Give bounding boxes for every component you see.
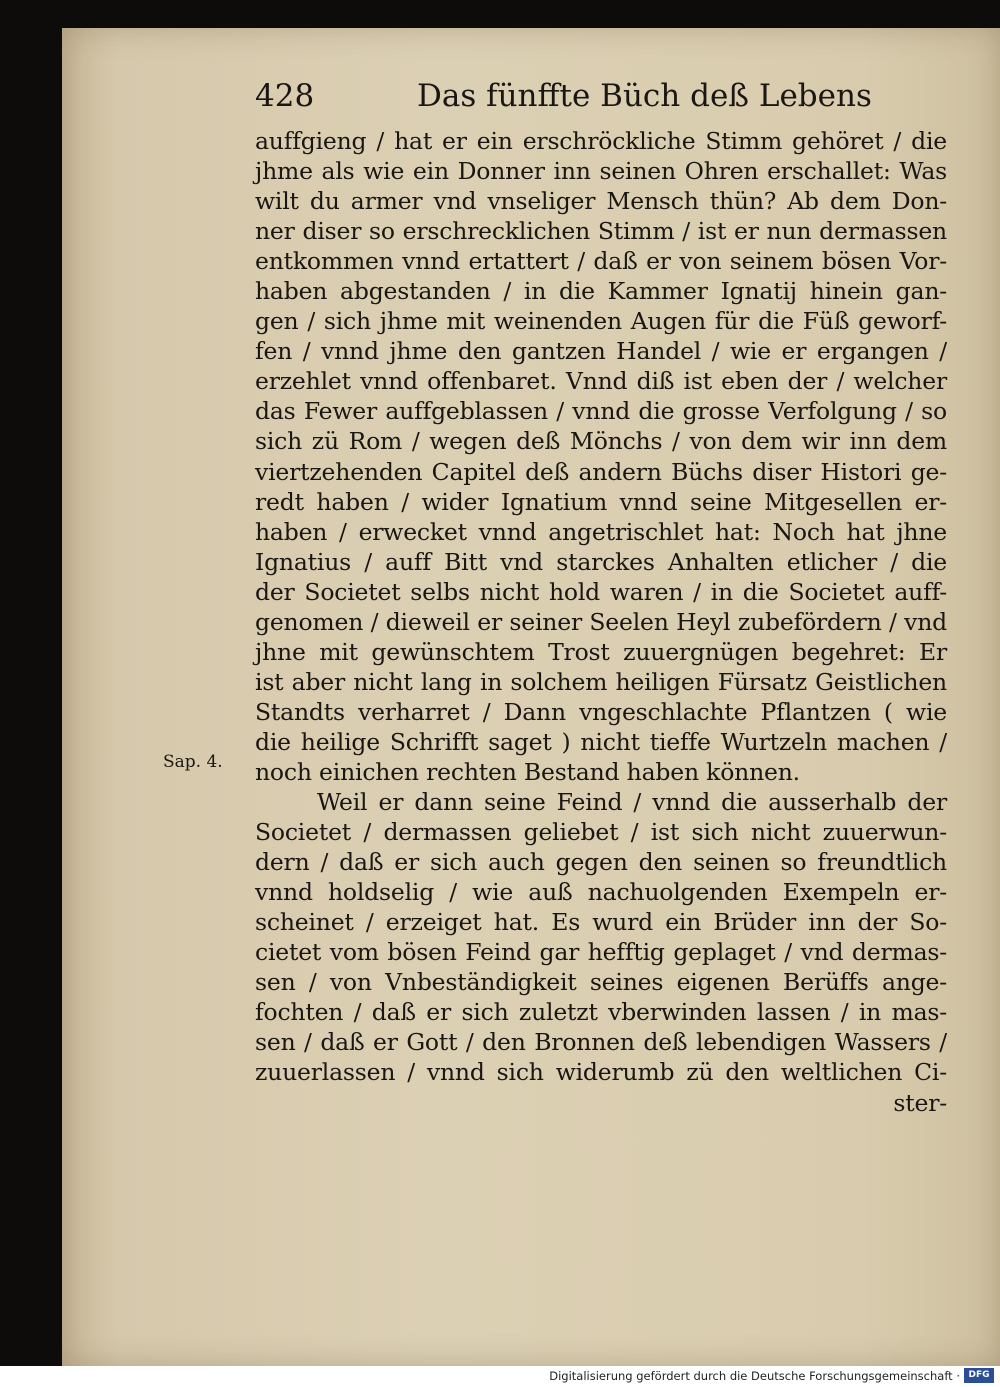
text-line: der Societet selbs nicht hold waren / in die Societet auff-	[255, 577, 947, 606]
text-line: cietet vom bösen Feind gar hefftig geplaget / vnd dermas-	[255, 938, 947, 967]
text-line: haben abgestanden / in die Kammer Ignatij hinein gan-	[255, 277, 947, 306]
dfg-logo-icon: DFG	[964, 1368, 994, 1383]
text-line: zuuerlassen / vnnd sich widerumb zü den weltlichen Ci-	[255, 1058, 947, 1087]
text-line: dern / daß er sich auch gegen den seinen so freundtlich	[255, 848, 947, 877]
body-text	[255, 126, 947, 1118]
page-number: 428	[255, 78, 315, 114]
text-line: entkommen vnnd ertattert / daß er von seinem bösen Vor-	[255, 247, 947, 276]
text-line: erzehlet vnnd offenbaret. Vnnd diß ist eben der / welcher	[255, 367, 947, 396]
running-title: Das fünffte Büch deß Lebens	[417, 78, 872, 114]
text-line: noch einichen rechten Bestand haben können.	[255, 757, 800, 786]
text-line: ist aber nicht lang in solchem heiligen Fürsatz Geistlichen	[255, 667, 947, 696]
footer-bar	[0, 1366, 1000, 1387]
text-line: sen / daß er Gott / den Bronnen deß lebendigen Wassers /	[255, 1028, 947, 1057]
text-line: wilt du armer vnd vnseliger Mensch thün? Ab dem Don-	[255, 187, 947, 216]
text-line: viertzehenden Capitel deß andern Büchs diser Histori ge-	[255, 457, 947, 486]
text-line: sich zü Rom / wegen deß Mönchs / von dem wir inn dem	[255, 427, 947, 456]
text-line: genomen / dieweil er seiner Seelen Heyl zubefördern / vnd	[255, 607, 947, 636]
text-line: haben / erwecket vnnd angetrischlet hat: Noch hat jhne	[255, 517, 947, 546]
text-line: redt haben / wider Ignatium vnnd seine Mitgesellen er-	[255, 487, 947, 516]
text-line: das Fewer auffgeblassen / vnnd die grosse Verfolgung / so	[255, 397, 947, 426]
margin-note: Sap. 4.	[163, 752, 223, 772]
text-line: vnnd holdselig / wie auß nachuolgenden Exempeln er-	[255, 878, 947, 907]
text-line: ner diser so erschrecklichen Stimm / ist er nun dermassen	[255, 217, 947, 246]
funding-notice: Digitalisierung gefördert durch die Deutsche Forschungsgemeinschaft ·	[549, 1369, 960, 1383]
text-line: Ignatius / auff Bitt vnd starckes Anhalten etlicher / die	[255, 547, 947, 576]
text-line: Standts verharret / Dann vngeschlachte Pflantzen ( wie	[255, 697, 947, 726]
text-line: die heilige Schrifft saget ) nicht tieffe Wurtzeln machen /	[255, 727, 947, 756]
text-line: jhme als wie ein Donner inn seinen Ohren erschallet: Was	[255, 157, 947, 186]
catchword: ster-	[893, 1088, 947, 1117]
text-line: jhne mit gewünschtem Trost zuuergnügen begehret: Er	[255, 637, 947, 666]
page-header	[255, 78, 955, 118]
text-line: fen / vnnd jhme den gantzen Handel / wie er ergangen /	[255, 337, 947, 366]
text-line: auffgieng / hat er ein erschröckliche Stimm gehöret / die	[255, 127, 947, 155]
text-line: Weil er dann seine Feind / vnnd die ausserhalb der	[317, 788, 947, 817]
text-line: Societet / dermassen geliebet / ist sich nicht zuuerwun-	[255, 818, 947, 847]
text-line: sen / von Vnbeständigkeit seines eigenen Berüffs ange-	[255, 968, 947, 997]
text-line: fochten / daß er sich zuletzt vberwinden lassen / in mas-	[255, 998, 947, 1027]
text-line: scheinet / erzeiget hat. Es wurd ein Brüder inn der So-	[255, 908, 947, 937]
text-line: gen / sich jhme mit weinenden Augen für die Füß geworf-	[255, 307, 947, 336]
